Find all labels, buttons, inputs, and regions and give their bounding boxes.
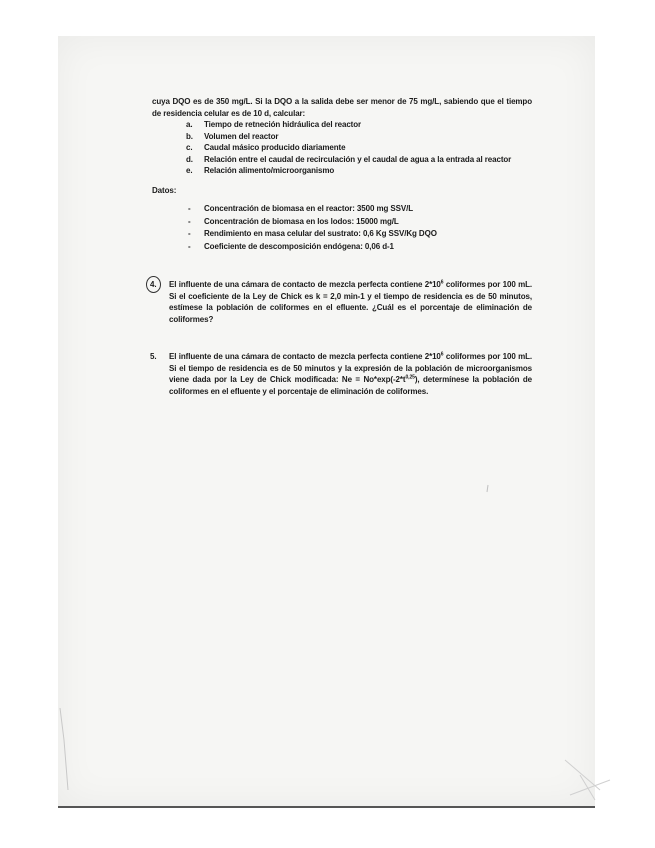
problem-number: 4. <box>150 280 157 289</box>
datos-item-text: Concentración de biomasa en los lodos: 15000 mg/L <box>204 216 399 226</box>
calc-item <box>152 131 532 143</box>
datos-item-text: Concentración de biomasa en el reactor: 3500 mg SSV/L <box>204 204 413 213</box>
calc-item-text: Volumen del reactor <box>204 131 279 141</box>
calc-item-text: Relación alimento/microorganismo <box>204 166 335 175</box>
problem-5 <box>152 351 532 397</box>
exponent: 6 <box>440 279 444 286</box>
calc-item-marker: d. <box>186 154 193 164</box>
calc-item-marker: b. <box>186 131 193 141</box>
problem-text-cont: coliformes por 100 mL. Si el tiempo de residencia es de 50 minutos y la expresión de la población de microorganismos viene dada por la Ley de Chick modificada: Ne = No*exp(-2*t <box>169 352 532 384</box>
exponent: 6 <box>440 351 444 358</box>
stray-mark <box>487 485 488 492</box>
calc-item-marker: c. <box>186 143 193 152</box>
problem-number: 5. <box>150 352 157 361</box>
problem-text-end: ), determínese la población de coliformes en el efluente y el porcentaje de eliminación de coliformes. <box>169 375 532 396</box>
datos-item-text: Rendimiento en masa celular del sustrato: 0,6 Kg SSV/Kg DQO <box>204 229 437 238</box>
calc-item-text: Tiempo de retneción hidráulica del reactor <box>204 120 362 129</box>
datos-heading: Datos: <box>152 185 177 195</box>
calc-item <box>152 142 532 154</box>
datos-item <box>152 203 532 215</box>
dash-bullet: - <box>188 204 191 213</box>
datos-list <box>152 203 532 252</box>
problem-text: El influente de una cámara de contacto de mezcla perfecta contiene 2*10 <box>169 352 441 361</box>
document-body <box>152 96 532 397</box>
calc-item <box>152 165 532 177</box>
datos-item <box>152 241 532 253</box>
calc-item-text: Caudal másico producido diariamente <box>204 143 346 152</box>
dash-bullet: - <box>188 229 191 238</box>
dash-bullet: - <box>188 216 191 226</box>
calc-item <box>152 154 532 166</box>
problem-4 <box>152 279 532 325</box>
problem-text: El influente de una cámara de contacto de mezcla perfecta contiene 2*10 <box>169 280 441 289</box>
calc-item-text: Relación entre el caudal de recirculación y el caudal de agua a la entrada al reactor <box>204 154 512 164</box>
intro-line-1: cuya DQO es de 350 mg/L. Si la DQO a la salida debe ser menor de 75 mg/L, sabiendo que <box>152 97 495 106</box>
left-scan-shadow <box>60 708 68 790</box>
corner-fold-mark <box>565 760 610 800</box>
dash-bullet: - <box>188 241 191 251</box>
exponent-2: 0,25 <box>405 374 415 381</box>
calc-item <box>152 119 532 131</box>
calc-item-marker: e. <box>186 166 193 175</box>
datos-item-text: Coeficiente de descomposición endógena: 0,06 d-1 <box>204 241 394 251</box>
problem-text-cont: coliformes por 100 mL. Si el coeficiente de la Ley de Chick es k = 2,0 min-1 y el tiempo de residencia es de 50 minutos, estímese la población de coliformes en el efluente. ¿Cuál es el porcentaje de eliminación de coliformes? <box>169 280 532 324</box>
intro-paragraph <box>152 96 532 119</box>
datos-item <box>152 216 532 228</box>
datos-item <box>152 228 532 240</box>
calc-item-marker: a. <box>186 120 193 129</box>
intro-line-2: el tiempo de residencia celular es de 10 d, calcular: <box>152 97 533 118</box>
calc-list <box>152 119 532 177</box>
